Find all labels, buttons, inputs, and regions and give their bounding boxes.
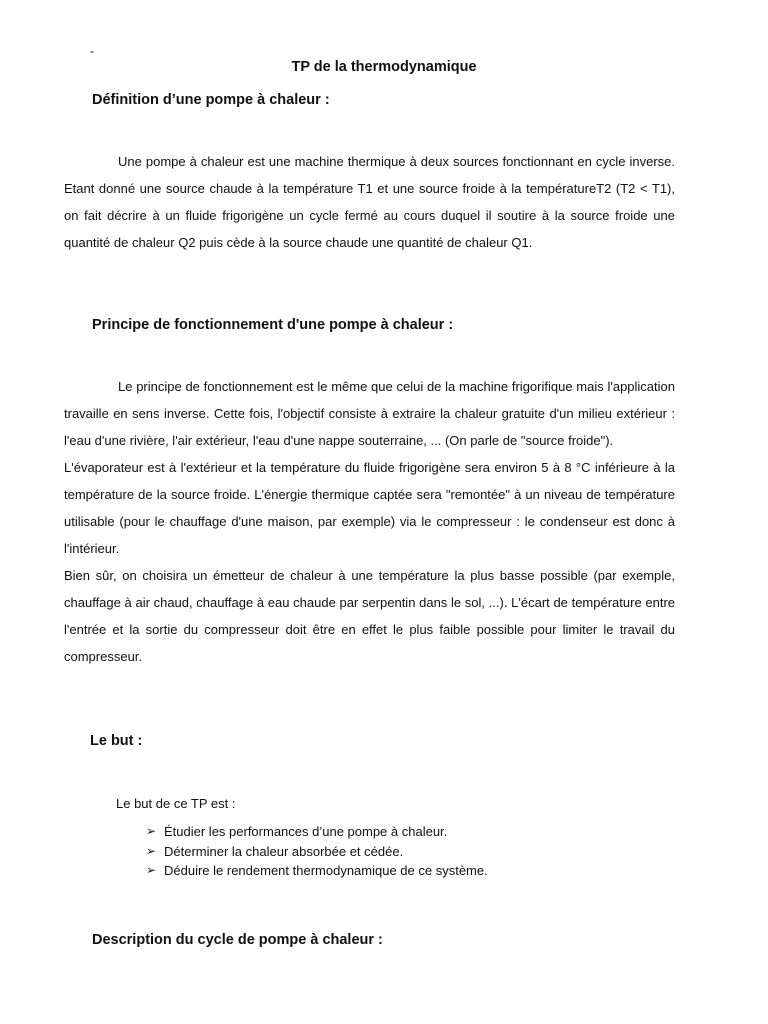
goal-list	[146, 822, 488, 881]
principle-text-2: L'évaporateur est à l'extérieur et la température du fluide frigorigène sera environ 5 à 8 °C inférieure à la température de la source froide. L'énergie thermique captée sera "remontée" à un niveau de température utilisable (pour le chauffage d'une maison, par exemple) via le compresseur : le condenseur est donc à l'intérieur.	[64, 460, 675, 556]
definition-text: Une pompe à chaleur est une machine thermique à deux sources fonctionnant en cycle inverse. Etant donné une source chaude à la température T1 et une source froide à la températureT2 (T2 < T1), on fait décrire à un fluide frigorigène un cycle fermé au cours duquel il soutire à la source froide une quantité de chaleur Q2 puis cède à la source chaude une quantité de chaleur Q1.	[64, 154, 675, 250]
heading-cycle-description: Description du cycle de pompe à chaleur :	[92, 932, 383, 948]
list-item	[146, 842, 488, 862]
list-item-text: Déduire le rendement thermodynamique de ce système.	[164, 863, 488, 878]
heading-principle: Principe de fonctionnement d'une pompe à chaleur :	[92, 317, 454, 333]
arrow-bullet-icon: ➢	[146, 843, 157, 858]
list-item-text: Déterminer la chaleur absorbée et cédée.	[164, 843, 404, 859]
heading-goal: Le but :	[90, 733, 143, 749]
heading-definition: Définition d’une pompe à chaleur :	[92, 92, 330, 108]
principle-paragraphs	[64, 373, 675, 670]
arrow-bullet-icon: ➢	[146, 863, 157, 877]
arrow-bullet-icon: ➢	[146, 824, 157, 838]
list-item	[146, 822, 488, 842]
list-item-text: Étudier les performances d’une pompe à chaleur.	[164, 824, 448, 839]
page-title: TP de la thermodynamique	[291, 59, 477, 75]
stray-dash: -	[90, 44, 94, 58]
definition-paragraph	[64, 148, 675, 256]
principle-text-1: Le principe de fonctionnement est le même que celui de la machine frigorifique mais l'application travaille en sens inverse. Cette fois, l'objectif consiste à extraire la chaleur gratuite d'un milieu extérieur : l'eau d'une rivière, l'air extérieur, l'eau d'une nappe souterraine, ... (On parle de "source froide").	[64, 379, 675, 448]
goal-intro: Le but de ce TP est :	[116, 796, 236, 811]
principle-text-3: Bien sûr, on choisira un émetteur de chaleur à une température la plus basse possible (par exemple, chauffage à air chaud, chauffage à eau chaude par serpentin dans le sol, ...). L'écart de température entre l'entrée et la sortie du compresseur doit être en effet le plus faible possible pour limiter le travail du compresseur.	[64, 568, 675, 664]
list-item	[146, 861, 488, 881]
